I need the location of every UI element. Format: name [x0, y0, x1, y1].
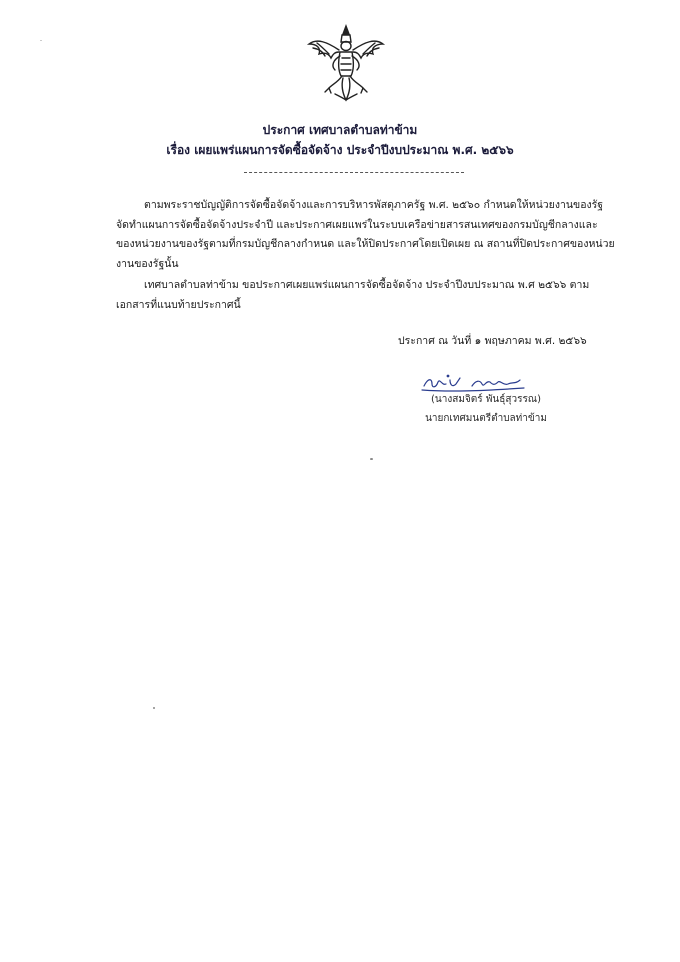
- scan-speck: [153, 707, 155, 709]
- scan-speck: [370, 458, 373, 460]
- handwritten-signature-icon: [420, 372, 530, 394]
- announcement-date: ประกาศ ณ วันที่ ๑ พฤษภาคม พ.ศ. ๒๕๖๖: [398, 335, 587, 347]
- body-paragraph-2: เทศบาลตำบลท่าข้าม ขอประกาศเผยแพร่แผนการจัดซื้อจัดจ้าง ประจำปีงบประมาณ พ.ศ ๒๕๖๖ ตามเอกสารที่แนบท้ายประกาศนี้: [116, 279, 590, 311]
- document-title: [0, 120, 680, 160]
- scan-speck: [40, 40, 42, 41]
- announcement-subject: เรื่อง เผยแพร่แผนการจัดซื้อจัดจ้าง ประจำปีงบประมาณ พ.ศ. ๒๕๖๖: [166, 143, 514, 157]
- body-paragraph-1: ตามพระราชบัญญัติการจัดซื้อจัดจ้างและการบริหารพัสดุภาครัฐ พ.ศ. ๒๕๖๐ กำหนดให้หน่วยงานของรัฐจัดทำแผนการจัดซื้อจัดจ้างประจำปี และประกาศเผยแพร่ในระบบเครือข่ายสารสนเทศของกรมบัญชีกลางและของหน่วยงานของรัฐตามที่กรมบัญชีกลางกำหนด และให้ปิดประกาศโดยเปิดเผย ณ สถานที่ปิดประกาศของหน่วยงานของรัฐนั้น: [116, 199, 615, 270]
- garuda-emblem-icon: [305, 22, 387, 104]
- dashed-divider: [244, 172, 464, 173]
- announcement-heading: ประกาศ เทศบาลตำบลท่าข้าม: [262, 123, 418, 137]
- signer-name: (นางสมจิตร์ พันธุ์สุวรรณ): [430, 394, 541, 405]
- signer-position: นายกเทศมนตรีตำบลท่าข้าม: [425, 413, 547, 424]
